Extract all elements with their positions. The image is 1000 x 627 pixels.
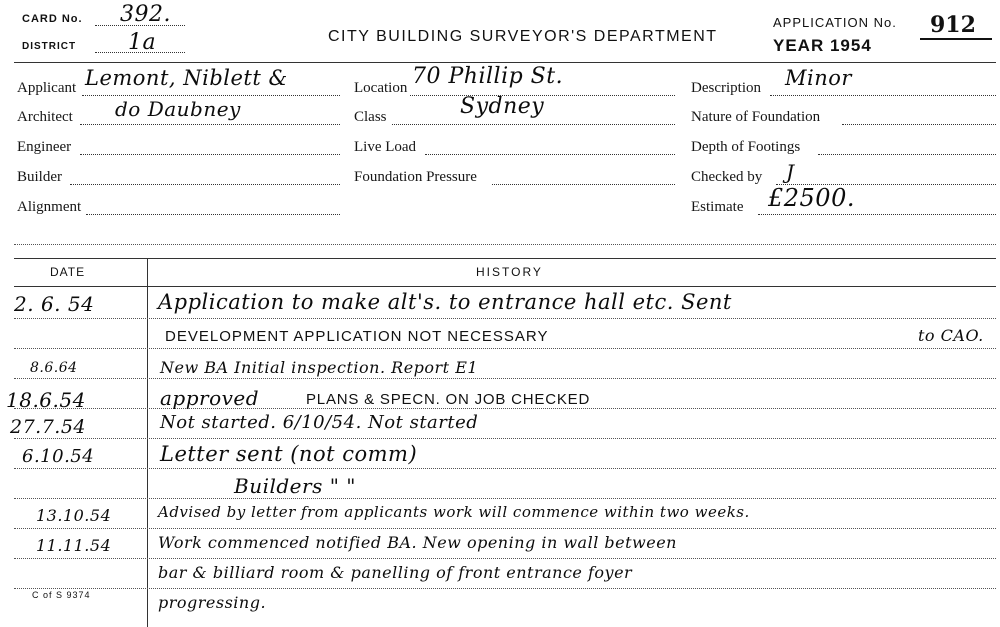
history-date: 11.11.54 [36, 536, 112, 555]
class-value: Sydney [460, 94, 545, 119]
builder-label: Builder [17, 169, 62, 185]
location-value: 70 Phillip St. [412, 64, 564, 89]
history-top-rule [14, 258, 996, 259]
history-text: Builders " " [234, 474, 356, 498]
history-date: 27.7.54 [10, 416, 87, 438]
history-text: Advised by letter from applicants work will commence within two weeks. [158, 503, 750, 521]
district-value: 1a [128, 30, 157, 55]
form-code: C of S 9374 [32, 590, 91, 600]
applicant-label: Applicant [17, 80, 77, 96]
depth-of-footings-label: Depth of Footings [691, 139, 801, 155]
history-text: bar & billiard room & panelling of front entrance foyer [158, 563, 633, 582]
alignment-label: Alignment [17, 199, 82, 215]
date-header: DATE [50, 265, 86, 279]
department-title: CITY BUILDING SURVEYOR'S DEPARTMENT [328, 28, 718, 45]
history-header: HISTORY [476, 265, 543, 279]
architect-value: do Daubney [115, 97, 241, 121]
description-value: Minor [785, 66, 852, 90]
plans-stamp: PLANS & SPECN. ON JOB CHECKED [306, 391, 591, 408]
history-text: approved [160, 386, 260, 410]
history-text: Work commenced notified BA. New opening in wall between [158, 533, 677, 552]
history-text: Application to make alt's. to entrance hall etc. Sent [158, 290, 732, 314]
architect-label: Architect [17, 109, 73, 125]
side-note: to CAO. [918, 326, 984, 345]
description-label: Description [691, 80, 761, 96]
history-date: 18.6.54 [6, 388, 86, 412]
class-label: Class [354, 109, 387, 125]
history-text: Not started. 6/10/54. Not started [160, 412, 479, 433]
history-text: Letter sent (not comm) [160, 442, 418, 466]
history-date: 2. 6. 54 [14, 292, 95, 316]
applicant-value: Lemont, Niblett & [85, 66, 288, 90]
district-label: DISTRICT [22, 41, 77, 52]
application-no-label: APPLICATION No. [773, 15, 897, 30]
live-load-label: Live Load [354, 139, 417, 155]
estimate-value: £2500. [768, 184, 855, 212]
engineer-label: Engineer [17, 139, 72, 155]
history-date: 6.10.54 [22, 446, 95, 467]
development-stamp: DEVELOPMENT APPLICATION NOT NECESSARY [165, 328, 549, 345]
history-date: 13.10.54 [36, 506, 112, 525]
year-label: YEAR 1954 [773, 36, 872, 55]
card-no-label: CARD No. [22, 13, 83, 25]
application-no-value: 912 [930, 12, 976, 38]
checked-by-value: J [786, 160, 795, 184]
card-no-value: 392. [120, 2, 171, 27]
history-date: 8.6.64 [30, 360, 78, 376]
history-text: New BA Initial inspection. Report E1 [160, 358, 479, 377]
checked-by-label: Checked by [691, 169, 763, 185]
estimate-label: Estimate [691, 199, 744, 215]
foundation-pressure-label: Foundation Pressure [354, 169, 477, 185]
date-column-divider [147, 258, 148, 627]
location-label: Location [354, 80, 408, 96]
history-text: progressing. [158, 593, 267, 612]
nature-of-foundation-label: Nature of Foundation [691, 109, 821, 125]
